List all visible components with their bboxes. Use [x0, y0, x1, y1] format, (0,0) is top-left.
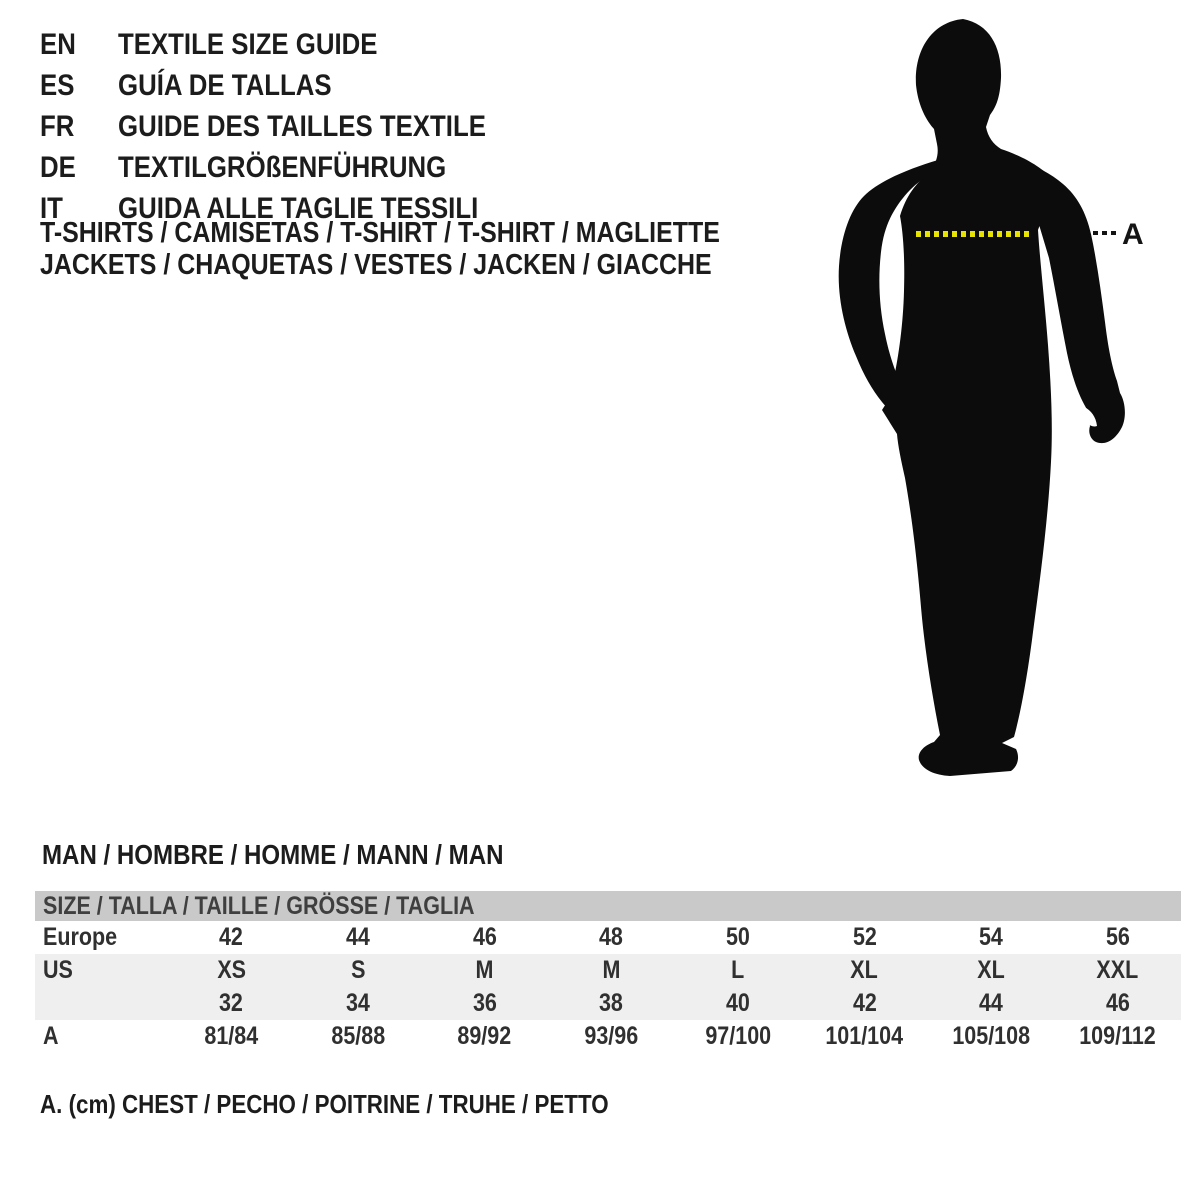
language-list	[40, 24, 546, 229]
size-value: 52	[852, 923, 877, 951]
size-value: 109/112	[1079, 1022, 1156, 1050]
product-line-tshirts: T-SHIRTS / CAMISETAS / T-SHIRT / T-SHIRT / MAGLIETTE	[40, 217, 720, 249]
size-value: 34	[345, 989, 370, 1017]
size-value: 38	[599, 989, 624, 1017]
size-value: 42	[852, 989, 877, 1017]
language-row	[40, 24, 546, 65]
language-title: TEXTILE SIZE GUIDE	[118, 28, 378, 61]
language-code: ES	[40, 69, 75, 102]
size-value: XL	[850, 956, 879, 984]
language-row	[40, 147, 546, 188]
size-value: M	[602, 956, 621, 984]
size-value: 50	[725, 923, 750, 951]
size-value: 101/104	[825, 1022, 904, 1050]
language-row	[40, 106, 546, 147]
size-value: S	[350, 956, 366, 984]
product-categories	[40, 217, 831, 281]
language-row	[40, 65, 546, 106]
size-value: 81/84	[204, 1022, 259, 1050]
row-label: US	[43, 956, 73, 984]
language-code: EN	[40, 28, 76, 61]
language-code: DE	[40, 151, 76, 184]
size-value: XS	[216, 956, 246, 984]
man-silhouette	[818, 12, 1200, 782]
size-value: 44	[979, 989, 1004, 1017]
size-value: 97/100	[704, 1022, 771, 1050]
size-value: 93/96	[584, 1022, 639, 1050]
language-code: IT	[40, 192, 63, 225]
table-row-chest	[35, 1020, 1181, 1053]
language-code: FR	[40, 110, 75, 143]
size-value: 85/88	[331, 1022, 385, 1050]
size-value: XL	[977, 956, 1005, 984]
table-row-us	[35, 954, 1181, 987]
language-title: GUIDE DES TAILLES TEXTILE	[118, 110, 486, 143]
size-value: 44	[345, 923, 370, 951]
size-value: 46	[472, 923, 497, 951]
language-title: TEXTILGRÖßENFÜHRUNG	[118, 151, 447, 184]
size-value: 32	[219, 989, 244, 1017]
size-value: 40	[725, 989, 750, 1017]
size-value: L	[731, 956, 745, 984]
product-line-jackets: JACKETS / CHAQUETAS / VESTES / JACKEN / GIACCHE	[40, 249, 712, 281]
table-row-numeric	[35, 987, 1181, 1020]
size-value: XXL	[1096, 956, 1139, 984]
size-table	[35, 891, 1181, 1053]
size-value: M	[475, 956, 494, 984]
measure-label-a: A	[1122, 218, 1144, 251]
size-value: 48	[599, 923, 624, 951]
language-title: GUIDA ALLE TAGLIE TESSILI	[118, 192, 479, 225]
size-value: 56	[1105, 923, 1130, 951]
section-title: MAN / HOMBRE / HOMME / MANN / MAN	[42, 839, 504, 870]
size-value: 105/108	[952, 1022, 1030, 1050]
table-row-europe	[35, 921, 1181, 954]
silhouette-body	[882, 19, 1052, 776]
language-title: GUÍA DE TALLAS	[118, 69, 332, 102]
size-value: 54	[979, 923, 1004, 951]
row-label: Europe	[43, 923, 118, 951]
size-value: 42	[219, 923, 244, 951]
measurement-footnote: A. (cm) CHEST / PECHO / POITRINE / TRUHE / PETTO	[40, 1089, 609, 1119]
size-table-header: SIZE / TALLA / TAILLE / GRÖSSE / TAGLIA	[35, 891, 1181, 921]
size-value: 46	[1105, 989, 1130, 1017]
size-value: 36	[472, 989, 497, 1017]
row-label: A	[43, 1022, 59, 1050]
size-value: 89/92	[457, 1022, 512, 1050]
